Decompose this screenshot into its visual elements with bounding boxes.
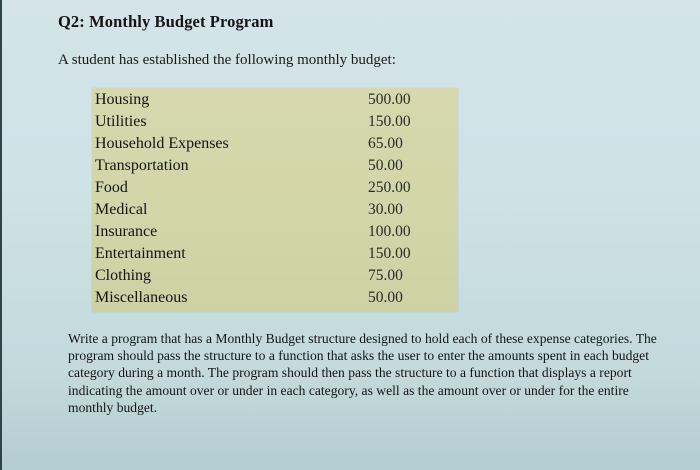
budget-category: Food [95,179,128,196]
budget-row-entertainment [92,243,458,265]
intro-text: A student has established the following monthly budget: [58,52,396,68]
budget-category: Entertainment [95,245,186,262]
page-edge [0,0,2,470]
budget-table [92,88,458,312]
budget-row-medical [92,199,458,221]
budget-category: Clothing [95,267,152,284]
budget-category: Household Expenses [95,135,229,152]
budget-row-food [92,177,458,199]
budget-category: Insurance [95,223,158,240]
page-title: Q2: Monthly Budget Program [58,12,274,31]
budget-category: Housing [95,91,150,108]
budget-amount: 50.00 [368,289,403,306]
budget-row-miscellaneous [92,287,458,309]
budget-amount: 250.00 [368,179,411,196]
budget-row-transportation [92,155,458,177]
budget-category: Transportation [95,157,189,174]
budget-row-household-expenses [92,133,458,155]
budget-amount: 150.00 [368,245,411,262]
budget-amount: 75.00 [368,267,403,284]
budget-category: Medical [95,201,148,218]
budget-row-utilities [92,111,458,133]
budget-amount: 30.00 [368,201,403,218]
budget-amount: 150.00 [368,113,411,130]
budget-amount: 65.00 [368,135,403,152]
instructions-paragraph: Write a program that has a Monthly Budget structure designed to hold each of these expense categories. The program should pass the structure to a function that asks the user to enter the amounts spent in each budget category during a month. The program should then pass the structure to a function that displays a report indicating the amount over or under in each category, as well as the amount over or under for the entire monthly budget. [68,331,657,415]
budget-row-housing [92,89,458,111]
budget-category: Miscellaneous [95,289,188,306]
budget-amount: 100.00 [368,223,411,240]
budget-row-clothing [92,265,458,287]
budget-row-insurance [92,221,458,243]
budget-category: Utilities [95,113,147,130]
budget-amount: 50.00 [368,157,403,174]
budget-amount: 500.00 [368,91,411,108]
